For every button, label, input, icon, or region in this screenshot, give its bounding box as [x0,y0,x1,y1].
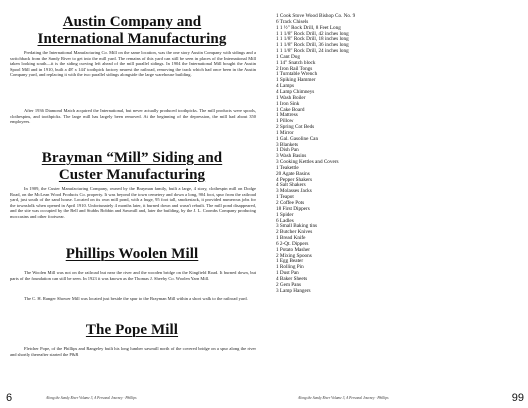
inventory-item: 1 14" Snatch block [276,59,316,66]
inventory-item: 2 Gem Pans [276,281,302,288]
inventory-item: 1 Rolling Pin [276,264,304,271]
section-heading-austin [0,14,264,48]
section-heading-pope [0,322,264,339]
inventory-item: 2 Mixing Spoons [276,252,312,259]
paragraph: The C. H. Ranger Shower Mill was located just beside the spur to the Brayman Mill within a short walk to the railroad yard. [24,296,248,301]
heading-line: International Manufacturing [37,31,227,47]
inventory-item: 2 Coffee Pots [276,200,305,206]
inventory-item: 1 Cant Dog [276,53,300,60]
inventory-item: 2 Spring Cot Beds [276,124,315,131]
inventory-item: 3 Small Baking tins [276,223,318,230]
inventory-item: 1 Dish Pan [276,147,299,154]
inventory-item: 3 Molasses Jacks [276,188,312,195]
paragraph: After 1936 Diamond Match acquired the International, but never actually produced toothpicks. The mill products were spools, clothespins, and toothpicks. The large mill has largely been removed. At the beginning of the depression, the mill had about 350 employees. [10,108,256,125]
inventory-item: 1 Turntable Wrench [276,71,318,78]
inventory-item: 1 1 ½" Rock Drill, 8 Feet Long [276,24,341,31]
inventory-item: 4 Pepper Shakers [276,176,313,183]
inventory-item: 3 Lamp Hangers [276,287,311,294]
inventory-item: 1 Pillow [276,118,294,125]
inventory-item: 2 Iron Rail Tongs [276,65,313,72]
inventory-item: 1 Potato Masher [276,246,311,253]
inventory-item: 1 Mirror [276,129,294,136]
heading-line: Brayman “Mill” Siding and [41,150,223,166]
inventory-item: 6 Track Chisels [276,18,309,25]
inventory-item: 6 2-Qt. Dippers [276,240,309,247]
inventory-item: 18 First Dippers [276,205,310,212]
inventory-item: 1 1 1/8" Rock Drill, 24 inches long [276,48,349,55]
paragraph: Fletcher Pope, of the Phillips and Rangeley built his long lumber sawmill north of the covered bridge on a spur along the river and shortly thereafter started the P&R [10,346,256,357]
inventory-list [276,14,516,295]
heading-line: Phillips Woolen Mill [65,246,199,262]
inventory-item: 1 Iron Sink [276,100,300,107]
heading-line: The Pope Mill [85,322,179,338]
inventory-item: 20 Agate Basins [276,170,310,177]
inventory-item: 1 Cake Board [276,106,305,113]
inventory-item: 1 1 1/8" Rock Drill, 36 inches long [276,42,349,49]
right-page [264,0,528,408]
inventory-item: 3 Cooking Kettles and Covers [276,159,339,166]
inventory-item: 1 Teakettle [276,164,299,171]
inventory-item: 4 Baker Sheets [276,275,308,282]
inventory-item: 3 Blankets [276,141,299,148]
section-heading-woolen [0,246,264,263]
inventory-item: 1 Bread Knife [276,235,306,242]
inventory-item: 4 Salt Shakers [276,182,306,189]
inventory-item: 1 Teapot [276,194,294,201]
inventory-item: 6 Ladles [276,217,294,224]
running-footer: Along the Sandy River Volume 3, A Personal Journey · Phillips [298,396,389,400]
inventory-item: 1 1 1/8" Rock Drill, 42 inches long [276,30,349,37]
inventory-item: 1 Wash Boiler [276,94,306,101]
paragraph: In 1909, the Custer Manufacturing Company, owned by the Brayman family, built a large, 4 story, clothespin mill on Dodge Road, on the McLean Wood Products Co. property. It was beyond the town cemetery and down a long, 904 foot, spur from the railroad yard, just south of the sand house. Located on its own mill pond, with a huge, 95 foot tall, smokestack, it provided numerous jobs for the townsfolk when opened in April 1910. Unfortunately 4 months later, it burned down and wasn't rebuilt. The mill pond disappeared, and the site was occupied by the Bell and Stubbs Bobbin and Sawmill and, later the building, by the J. L. Coombs Company producing moccasins and other footwear. [10,186,256,219]
inventory-item: 1 Spiking Hammer [276,77,316,84]
inventory-item: 1 Mattress [276,112,298,119]
running-footer: Along the Sandy River Volume 3, A Personal Journey · Phillips [46,396,137,400]
inventory-item: 1 Cook Stove Wood Bishop Co. No. 9 [276,13,356,19]
inventory-item: 1 Spider [276,211,294,218]
section-heading-brayman [0,150,264,184]
inventory-item: 1 Dust Pan [276,270,299,277]
heading-line: Austin Company and [62,14,202,30]
heading-line: Custer Manufacturing [58,167,206,183]
paragraph: The Woolen Mill was not on the railroad but near the river and the wooden bridge on the Kingfield Road. It burned down, but parts of the foundation can still be seen. In 1923 it was known as the Thomas J. Sheehy Co. Woolen Yarn Mill. [10,270,256,281]
inventory-item: 3 Wash Basins [276,153,307,160]
page-number: 6 [6,392,13,404]
inventory-item: 4 Lamp Chimneys [276,88,315,95]
page-number: 99 [511,392,524,404]
inventory-item: 4 Lamps [276,83,295,90]
inventory-item: 1 Gal. Gasoline Can [276,135,319,142]
inventory-item: 2 Butcher Knives [276,229,313,236]
inventory-item: 1 Egg Beater [276,258,304,265]
inventory-item: 1 1 1/8" Rock Drill, 18 inches long [276,36,349,43]
paragraph: Predating the International Manufacturing Co. Mill on the same location, was the one story Austin Company with sidings and a switchback from the Sandy River to get into the mill yard. The remains of this yard can still be seen in places of the International Mill taken looking south—it is the siding curving left ahead of the mill parallel sidings. In 1904 the International Mill bought the Austin Spool Mill and in 1910, built a 48' x 144' toothpick factory nearest the railroad, removing the track which had once been in the Austin Company yard, and replacing it with the two parallel sidings alongside the large warehouse building. [10,50,256,78]
